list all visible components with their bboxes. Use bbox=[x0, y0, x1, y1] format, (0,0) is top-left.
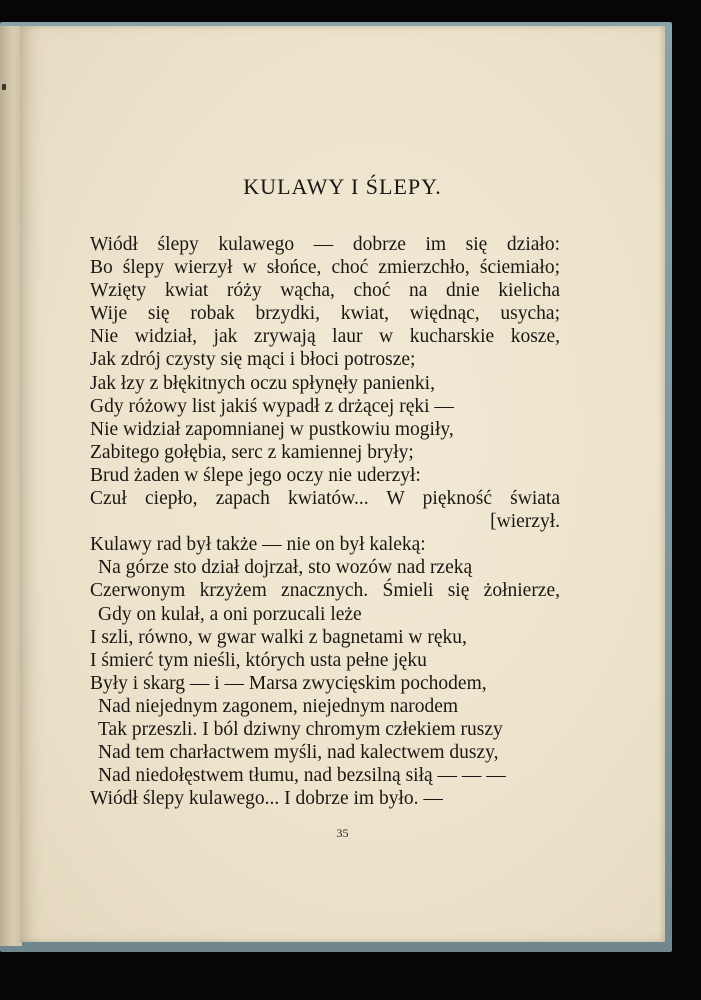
poem-line: Gdy on kulał, a oni porzucali leże bbox=[98, 603, 362, 625]
poem-line: Bo ślepy wierzył w słońce, choć zmierzchło, ściemiało; bbox=[90, 257, 560, 279]
poem-line: Nie widział, jak zrywają laur w kucharskie kosze, bbox=[90, 326, 560, 348]
poem-line: Wije się robak brzydki, kwiat, więdnąc, usycha; bbox=[90, 303, 560, 325]
poem-body bbox=[90, 233, 560, 810]
poem-line: Jak łzy z błękitnych oczu spłynęły panienki, bbox=[90, 372, 435, 394]
spine-mark bbox=[2, 84, 6, 90]
poem-line: Na górze sto dział dojrzał, sto wozów nad rzeką bbox=[98, 557, 473, 579]
poem-line: Wiódł ślepy kulawego — dobrze im się działo: bbox=[90, 234, 560, 255]
poem-line: Gdy różowy list jakiś wypadł z drżącej ręki — bbox=[90, 395, 454, 417]
poem-line: Nad niedołęstwem tłumu, nad bezsilną siłą — — — bbox=[98, 765, 506, 787]
poem-line: Zabitego gołębia, serc z kamiennej bryły; bbox=[90, 441, 414, 463]
page-number: 35 bbox=[336, 826, 349, 840]
poem-line: Nad tem charłactwem myśli, nad kalectwem duszy, bbox=[98, 742, 499, 764]
poem-line: Wiódł ślepy kulawego... I dobrze im było. — bbox=[90, 788, 443, 810]
poem-line: Nie widział zapomnianej w pustkowiu mogiły, bbox=[90, 418, 454, 440]
poem-line: Jak zdrój czysty się mąci i błoci potrosze; bbox=[90, 349, 416, 371]
poem-title: KULAWY I ŚLEPY. bbox=[243, 174, 442, 199]
poem-line: Czerwonym krzyżem znacznych. Śmieli się żołnierze, bbox=[90, 580, 560, 602]
poem-line: Nad niejednym zagonem, niejednym narodem bbox=[98, 695, 459, 717]
poem-line: Wzięty kwiat róży wącha, choć na dnie kielicha bbox=[90, 280, 560, 302]
poem-line: Brud żaden w ślepe jego oczy nie uderzył: bbox=[90, 464, 421, 486]
poem-line: Tak przeszli. I ból dziwny chromym człekiem ruszy bbox=[98, 718, 503, 740]
poem-line: I śmierć tym nieśli, których usta pełne jęku bbox=[90, 649, 427, 671]
poem-line: Były i skarg — i — Marsa zwycięskim pochodem, bbox=[90, 672, 487, 694]
poem-line-continuation: [wierzył. bbox=[490, 511, 560, 533]
poem-line: Czuł ciepło, zapach kwiatów... W piękność świata bbox=[90, 488, 560, 510]
book-page bbox=[20, 26, 665, 942]
poem-line: Kulawy rad był także — nie on był kaleką: bbox=[90, 534, 426, 556]
facing-page-edge bbox=[0, 26, 22, 946]
poem-line: I szli, równo, w gwar walki z bagnetami w ręku, bbox=[90, 626, 467, 648]
